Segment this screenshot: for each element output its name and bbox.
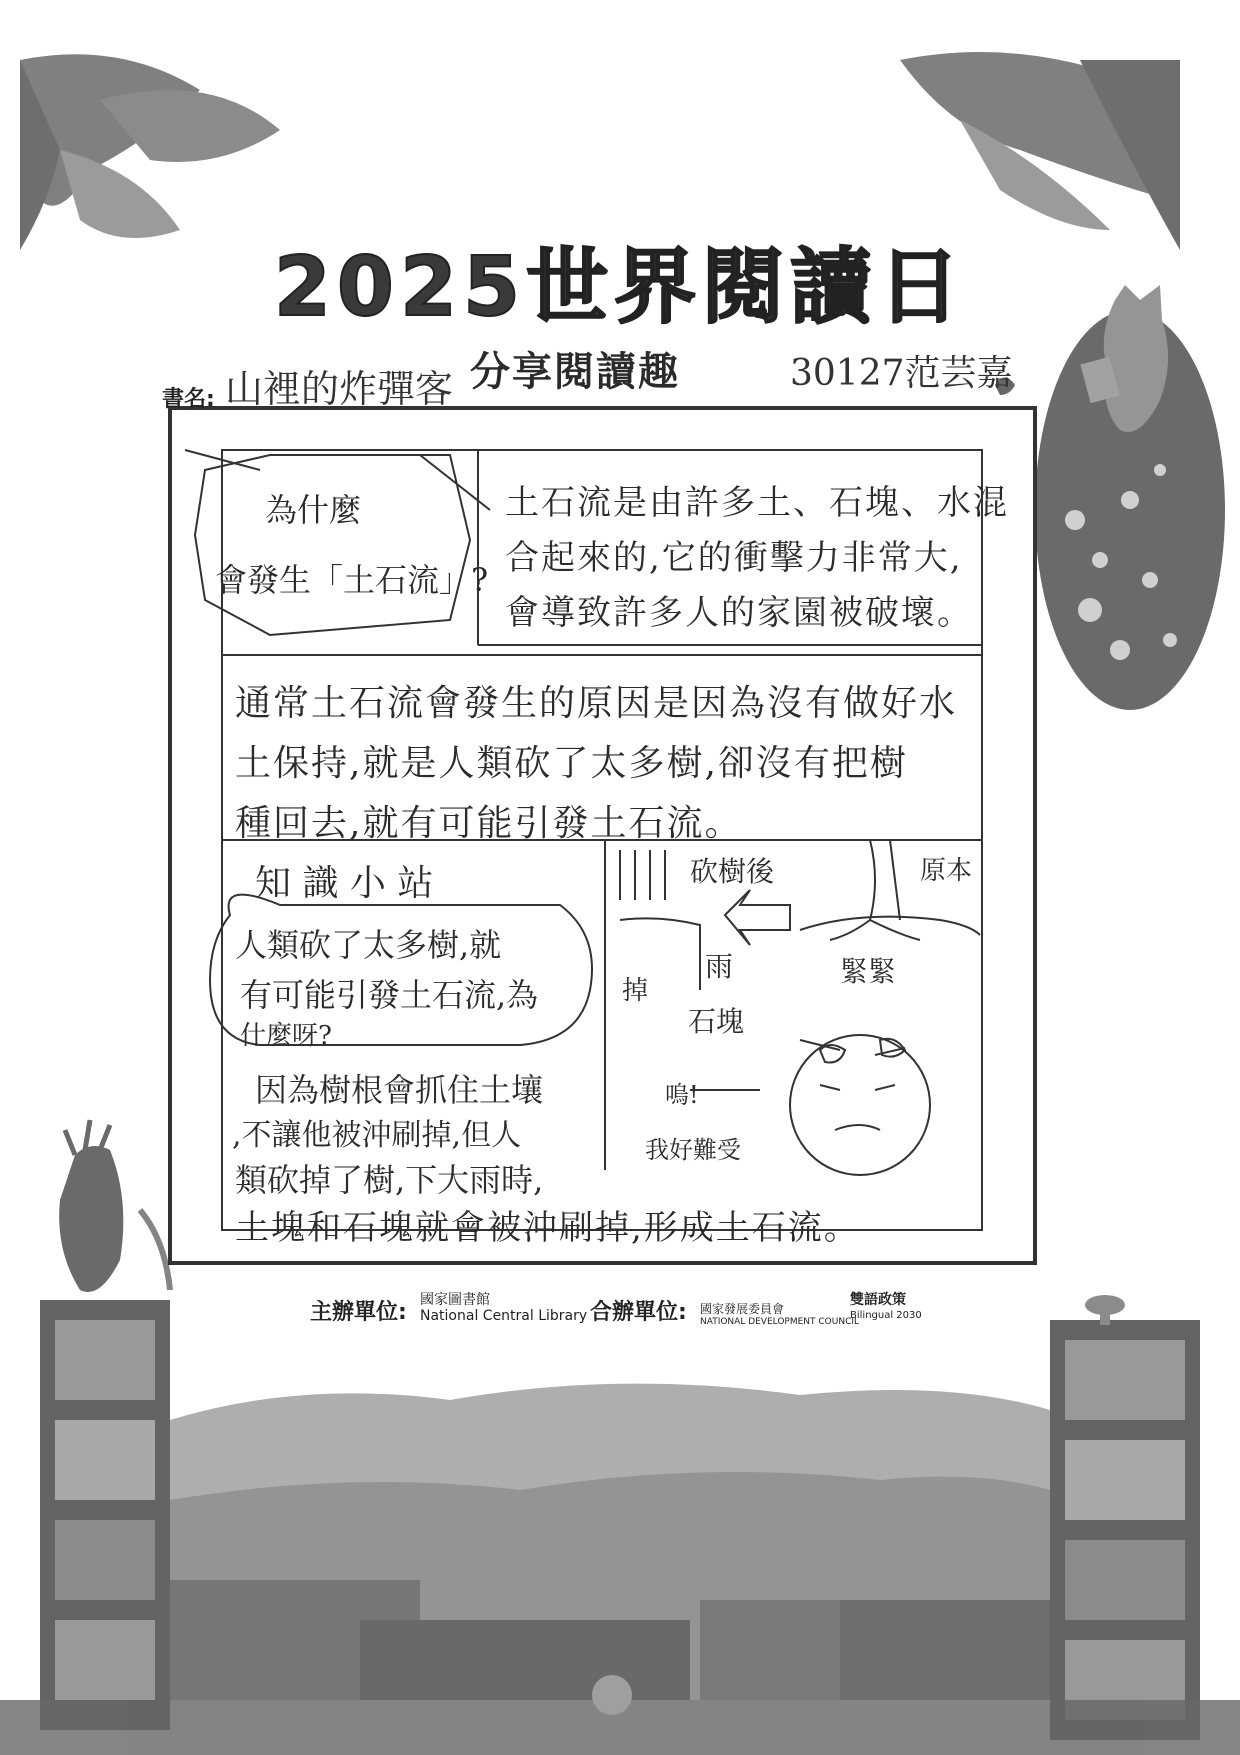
- page-title: 2025世界閱讀日: [273, 240, 967, 335]
- cause-line-1: 通常土石流會發生的原因是因為沒有做好水: [235, 683, 958, 724]
- book-title: 山裡的炸彈客: [225, 367, 454, 411]
- cause-line-2: 土保持,就是人類砍了太多樹,卻沒有把樹: [235, 743, 908, 784]
- fox-on-ball: [1035, 285, 1225, 710]
- bookshelf-left: [40, 1300, 170, 1730]
- bilingual-en: Bilingual 2030: [850, 1310, 922, 1321]
- foliage-top-right: [900, 52, 1180, 250]
- bilingual-zh: 雙語政策: [850, 1292, 906, 1308]
- bilingual-policy-logo: [850, 1292, 922, 1324]
- knowledge-bubble-line-1: 人類砍了太多樹,就: [235, 926, 502, 964]
- co-organizer-label: 合辦單位:: [590, 1300, 687, 1325]
- fall-label: 掉: [622, 976, 649, 1006]
- knowledge-bubble-line-3: 什麼呀?: [240, 1021, 332, 1051]
- question-bubble-shape: [195, 455, 470, 635]
- deer-figure: [59, 1120, 170, 1292]
- after-cutting-label: 砍樹後: [690, 855, 775, 888]
- cause-line-3: 種回去,就有可能引發土石流。: [235, 803, 743, 844]
- grip-label: 緊緊: [840, 955, 897, 988]
- book-label: 書名:: [162, 387, 215, 412]
- rain-label: 雨: [705, 950, 734, 983]
- answer-line-3: 會導致許多人的家園被破壞。: [505, 593, 973, 633]
- co-org-zh: 國家發展委員會: [700, 1302, 785, 1316]
- question-line-2: 會發生「土石流」?: [215, 561, 489, 599]
- foliage-top-left: [20, 54, 280, 250]
- speech-line-2: 我好難受: [645, 1136, 741, 1164]
- co-org-en: NATIONAL DEVELOPMENT COUNCIL: [700, 1317, 860, 1327]
- knowledge-title: 知 識 小 站: [255, 863, 434, 904]
- co-organizer: [700, 1300, 859, 1327]
- question-line-1: 為什麼: [265, 491, 362, 529]
- host-org-en: National Central Library: [420, 1308, 588, 1324]
- knowledge-answer-line-3: 類砍掉了樹,下大雨時,: [235, 1161, 544, 1199]
- answer-line-1: 土石流是由許多土、石塊、水混: [505, 483, 1009, 523]
- original-label: 原本: [920, 856, 973, 886]
- knowledge-answer-line-2: ,不讓他被沖刷掉,但人: [232, 1118, 522, 1153]
- answer-line-2: 合起來的,它的衝擊力非常大,: [505, 538, 963, 578]
- bookshelf-right: [1050, 1295, 1200, 1740]
- knowledge-answer-line-1: 因為樹根會抓住土壤: [255, 1071, 544, 1109]
- host-organization: [420, 1292, 587, 1324]
- knowledge-bubble-line-2: 有可能引發土石流,為: [240, 976, 539, 1014]
- student-name: 30127范芸嘉: [790, 353, 1013, 394]
- speech-line-1: 嗚!: [665, 1081, 699, 1109]
- page-subtitle: 分享閱讀趣: [470, 349, 680, 395]
- host-org-zh: 國家圖書館: [420, 1292, 490, 1308]
- conclusion-line: 土塊和石塊就會被沖刷掉,形成土石流。: [235, 1208, 860, 1248]
- rocks-label: 石塊: [688, 1005, 745, 1038]
- landslide-drawing: [620, 840, 980, 1175]
- host-label: 主辦單位:: [310, 1300, 407, 1325]
